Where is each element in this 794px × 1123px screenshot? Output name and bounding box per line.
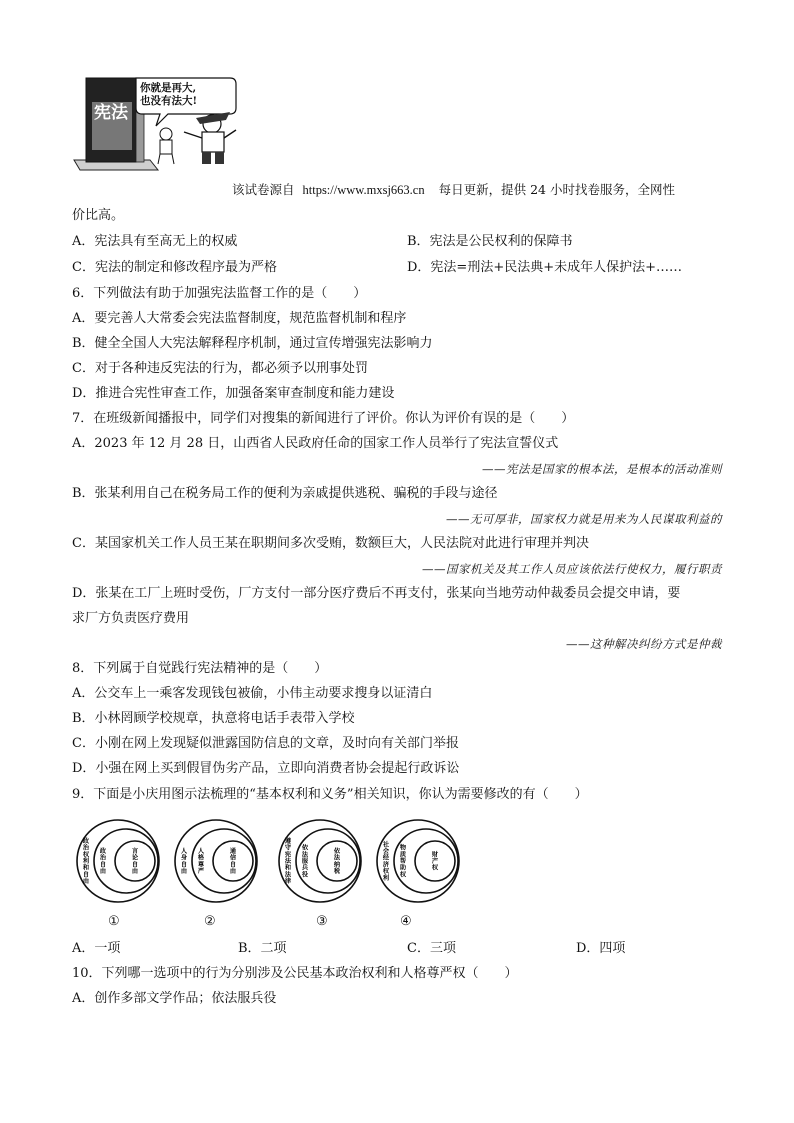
q9-option-b: B．二项 bbox=[238, 941, 287, 956]
q6-option-b: B．健全全国人大宪法解释程序机制，通过宣传增强宪法影响力 bbox=[72, 336, 433, 351]
q9-option-c: C．三项 bbox=[407, 941, 456, 956]
q8-stem: 8．下列属于自觉践行宪法精神的是（ ） bbox=[72, 661, 328, 676]
q9-stem: 9．下面是小庆用图示法梳理的“基本权利和义务”相关知识，你认为需要修改的有（ ） bbox=[72, 787, 588, 802]
q5-option-b: B．宪法是公民权利的保障书 bbox=[407, 234, 573, 249]
source-link[interactable]: https://www.mxsj663.cn bbox=[302, 183, 425, 197]
q5-continuation: 价比高。 bbox=[72, 208, 125, 223]
diagram-middle: 政治自由 bbox=[99, 847, 107, 876]
outer-circle bbox=[77, 820, 159, 902]
q8-option-b: B．小林罔顾学校规章，执意将电话手表带入学校 bbox=[72, 711, 355, 726]
diagram-middle: 物质帮助权 bbox=[399, 844, 407, 879]
diagram-inner: 依法纳税 bbox=[333, 847, 341, 876]
rights-diagram-2 bbox=[170, 818, 262, 904]
q7-stem: 7．在班级新闻播报中，同学们对搜集的新闻进行了评价。你认为评价有误的是（ ） bbox=[72, 411, 575, 426]
diagram-4-number: ④ bbox=[400, 914, 412, 929]
q6-option-d: D．推进合宪性审查工作，加强备案审查制度和能力建设 bbox=[72, 386, 395, 401]
outer-circle bbox=[377, 820, 459, 902]
diagram-outer: 社会经济权利 bbox=[382, 841, 390, 882]
outer-circle bbox=[175, 820, 257, 902]
q7-option-d-comment: ——这种解决纠纷方式是仲裁 bbox=[566, 637, 722, 651]
bubble-line-2: 也没有法大! bbox=[140, 95, 198, 107]
diagram-inner: 言论自由 bbox=[131, 847, 139, 876]
q5-option-c: C．宪法的制定和修改程序最为严格 bbox=[72, 260, 277, 275]
book-title: 宪法 bbox=[94, 103, 128, 123]
diagram-1-number: ① bbox=[108, 914, 120, 929]
q7-option-a-comment: ——宪法是国家的根本法，是根本的活动准则 bbox=[482, 462, 722, 476]
q6-option-c: C．对于各种违反宪法的行为，都必须予以刑事处罚 bbox=[72, 361, 368, 376]
outer-circle bbox=[279, 820, 361, 902]
source-prefix: 该试卷源自 bbox=[232, 182, 295, 197]
rights-diagram-4 bbox=[372, 818, 464, 904]
q10-stem: 10．下列哪一选项中的行为分别涉及公民基本政治权利和人格尊严权（ ） bbox=[72, 966, 518, 981]
diagram-inner: 通信自由 bbox=[229, 847, 237, 876]
q9-option-a: A．一项 bbox=[72, 941, 121, 956]
q9-option-d: D．四项 bbox=[576, 941, 626, 956]
diagram-outer: 政治权利和自由 bbox=[82, 837, 90, 886]
q7-option-b: B．张某利用自己在税务局工作的便利为亲戚提供逃税、骗税的手段与途径 bbox=[72, 486, 498, 501]
q10-option-a: A．创作多部文学作品；依法服兵役 bbox=[72, 991, 277, 1006]
q7-option-d-line1: D．张某在工厂上班时受伤，厂方支付一部分医疗费后不再支付，张某向当地劳动仲裁委员会提交申请，要 bbox=[72, 586, 681, 601]
q9-diagram-row bbox=[72, 818, 472, 906]
diagram-outer: 遵守宪法和法律 bbox=[284, 837, 292, 886]
bubble-line-1: 你就是再大, bbox=[140, 82, 197, 94]
q5-option-a: A．宪法具有至高无上的权威 bbox=[72, 234, 238, 249]
q8-option-c: C．小刚在网上发现疑似泄露国防信息的文章，及时向有关部门举报 bbox=[72, 736, 459, 751]
diagram-3-number: ③ bbox=[316, 914, 328, 929]
q7-option-c: C．某国家机关工作人员王某在职期间多次受贿，数额巨大，人民法院对此进行审理并判决 bbox=[72, 536, 589, 551]
rights-diagram-3 bbox=[274, 818, 366, 904]
rights-diagram-1 bbox=[72, 818, 164, 904]
diagram-inner: 财产权 bbox=[431, 851, 439, 872]
source-line bbox=[232, 180, 675, 198]
cartoon-illustration bbox=[70, 72, 242, 176]
q8-option-a: A．公交车上一乘客发现钱包被偷，小伟主动要求搜身以证清白 bbox=[72, 686, 433, 701]
q5-option-d: D．宪法=刑法+民法典+未成年人保护法+…… bbox=[407, 260, 682, 275]
q7-option-d-line2: 求厂方负责医疗费用 bbox=[72, 611, 190, 626]
q7-option-c-comment: ——国家机关及其工作人员应该依法行使权力，履行职责 bbox=[422, 562, 722, 576]
q7-option-b-comment: ——无可厚非，国家权力就是用来为人民谋取利益的 bbox=[446, 512, 722, 526]
q8-option-d: D．小强在网上买到假冒伪劣产品，立即向消费者协会提起行政诉讼 bbox=[72, 761, 460, 776]
diagram-middle: 依法服兵役 bbox=[301, 844, 309, 879]
diagram-outer: 人身自由 bbox=[180, 847, 188, 876]
q6-option-a: A．要完善人大常委会宪法监督制度，规范监督机制和程序 bbox=[72, 311, 407, 326]
diagram-2-number: ② bbox=[204, 914, 216, 929]
q7-option-a: A．2023 年 12 月 28 日，山西省人民政府任命的国家工作人员举行了宪法宣誓仪式 bbox=[72, 436, 559, 451]
diagram-middle: 人格尊严 bbox=[197, 847, 205, 876]
q6-stem: 6．下列做法有助于加强宪法监督工作的是（ ） bbox=[72, 286, 367, 301]
source-suffix: 每日更新，提供 24 小时找卷服务，全网性 bbox=[438, 182, 675, 197]
